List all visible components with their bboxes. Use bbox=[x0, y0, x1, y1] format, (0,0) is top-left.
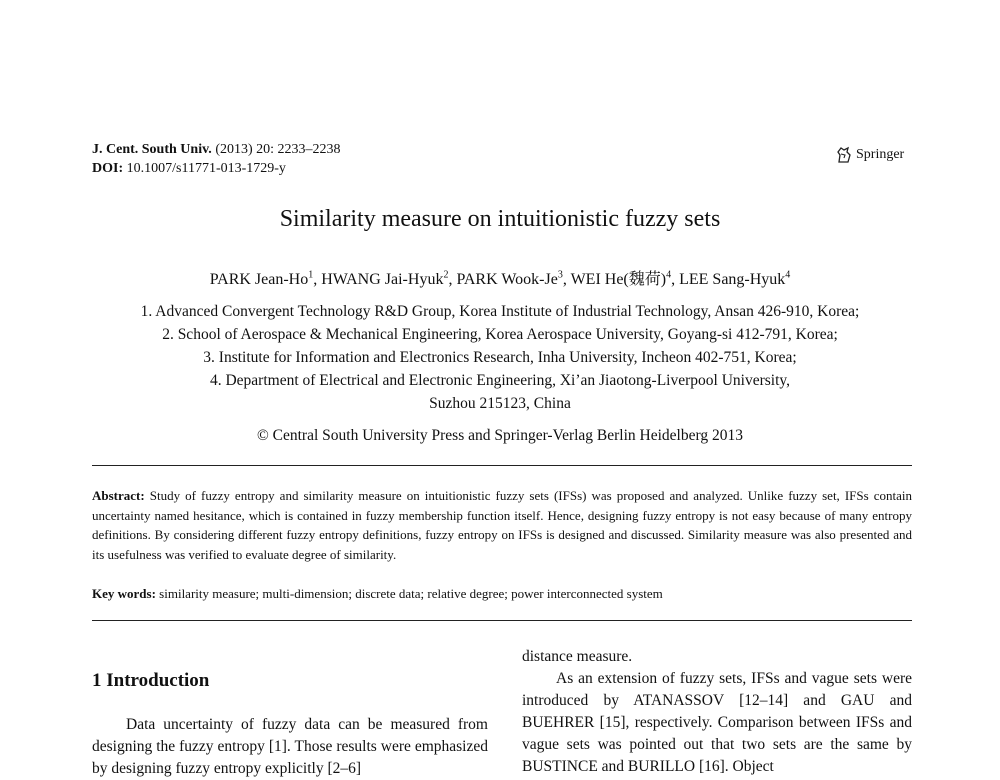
author-name: HWANG Jai-Hyuk bbox=[321, 271, 444, 288]
affiliation-line: 3. Institute for Information and Electronics Research, Inha University, Incheon 402-751, Korea; bbox=[203, 349, 797, 366]
author-affiliation-mark: 2 bbox=[443, 269, 449, 281]
body-paragraph-continued: distance measure. bbox=[522, 648, 633, 665]
author-name: WEI He(魏荷) bbox=[570, 271, 667, 288]
doi-value: 10.1007/s11771-013-1729-y bbox=[126, 161, 286, 176]
affiliation-line: 4. Department of Electrical and Electronic Engineering, Xi’an Jiaotong-Liverpool University, bbox=[209, 372, 791, 389]
author-list: PARK Jean-Ho$^1$, HWANG Jai-Hyuk$^2$, PARK Wook-Je$^3$, WEI He(魏荷)$^4$, LEE Sang-Hyuk$^4$ bbox=[209, 269, 791, 288]
affiliation-line: 2. School of Aerospace & Mechanical Engineering, Korea Aerospace University, Goyang-si 412-791, Korea; bbox=[162, 326, 838, 343]
author-affiliation-mark: 1 bbox=[308, 269, 314, 281]
author-name: PARK Jean-Ho bbox=[209, 271, 309, 288]
publisher-name: Springer bbox=[856, 147, 905, 162]
affiliation-line: 1. Advanced Convergent Technology R&D Group, Korea Institute of Industrial Technology, Ansan 426-910, Korea; bbox=[140, 303, 860, 320]
left-column bbox=[92, 714, 488, 780]
springer-horse-icon bbox=[836, 146, 852, 164]
doi-label: DOI: bbox=[92, 161, 124, 176]
divider bbox=[92, 465, 912, 466]
author-name: LEE Sang-Hyuk bbox=[679, 271, 786, 288]
affiliation-line: Suzhou 215123, China bbox=[429, 395, 571, 412]
keywords-label: Key words: bbox=[92, 586, 156, 601]
divider bbox=[92, 620, 912, 621]
journal-citation bbox=[92, 141, 341, 159]
journal-volume-pages: (2013) 20: 2233–2238 bbox=[215, 142, 341, 157]
author bbox=[210, 271, 314, 288]
author bbox=[571, 271, 672, 288]
publisher-logo bbox=[836, 146, 904, 164]
author-name: PARK Wook-Je bbox=[456, 271, 558, 288]
author-affiliation-mark: 4 bbox=[666, 269, 672, 281]
author-affiliation-mark: 4 bbox=[785, 269, 791, 281]
abstract-label: Abstract: bbox=[92, 488, 145, 503]
author bbox=[321, 271, 448, 288]
paper-title: Similarity measure on intuitionistic fuzzy sets bbox=[279, 206, 721, 232]
author-affiliation-mark: 3 bbox=[557, 269, 563, 281]
body-paragraph: As an extension of fuzzy sets, IFSs and vague sets were introduced by ATANASSOV [12–14] and GAU and BUEHRER [15], respectively. Comparison between IFSs and vague sets was pointed out that two sets are the same by BUSTINCE and BURILLO [16]. Object bbox=[522, 670, 912, 775]
abstract bbox=[92, 486, 912, 564]
keywords-text: similarity measure; multi-dimension; discrete data; relative degree; power interconnected system bbox=[159, 586, 663, 601]
section-heading: 1 Introduction bbox=[92, 670, 210, 691]
author bbox=[679, 271, 790, 288]
journal-name: J. Cent. South Univ. bbox=[92, 142, 212, 157]
right-column bbox=[522, 646, 912, 778]
copyright-notice: © Central South University Press and Springer-Verlag Berlin Heidelberg 2013 bbox=[257, 427, 743, 444]
body-paragraph: Data uncertainty of fuzzy data can be measured from designing the fuzzy entropy [1]. Those results were emphasized by designing fuzzy entropy explicitly [2–6] bbox=[92, 716, 488, 777]
author bbox=[456, 271, 562, 288]
doi-line bbox=[92, 160, 286, 178]
abstract-text: Study of fuzzy entropy and similarity measure on intuitionistic fuzzy sets (IFSs) was proposed and analyzed. Unlike fuzzy set, IFSs contain uncertainty named hesitance, which is contained in fuzzy membership function itself. Hence, designing fuzzy entropy is not easy because of many entropy definitions. By considering different fuzzy entropy definitions, fuzzy entropy on IFSs is designed and discussed. Similarity measure was also presented and its usefulness was verified to evaluate degree of similarity. bbox=[92, 488, 912, 562]
keywords bbox=[92, 586, 663, 602]
